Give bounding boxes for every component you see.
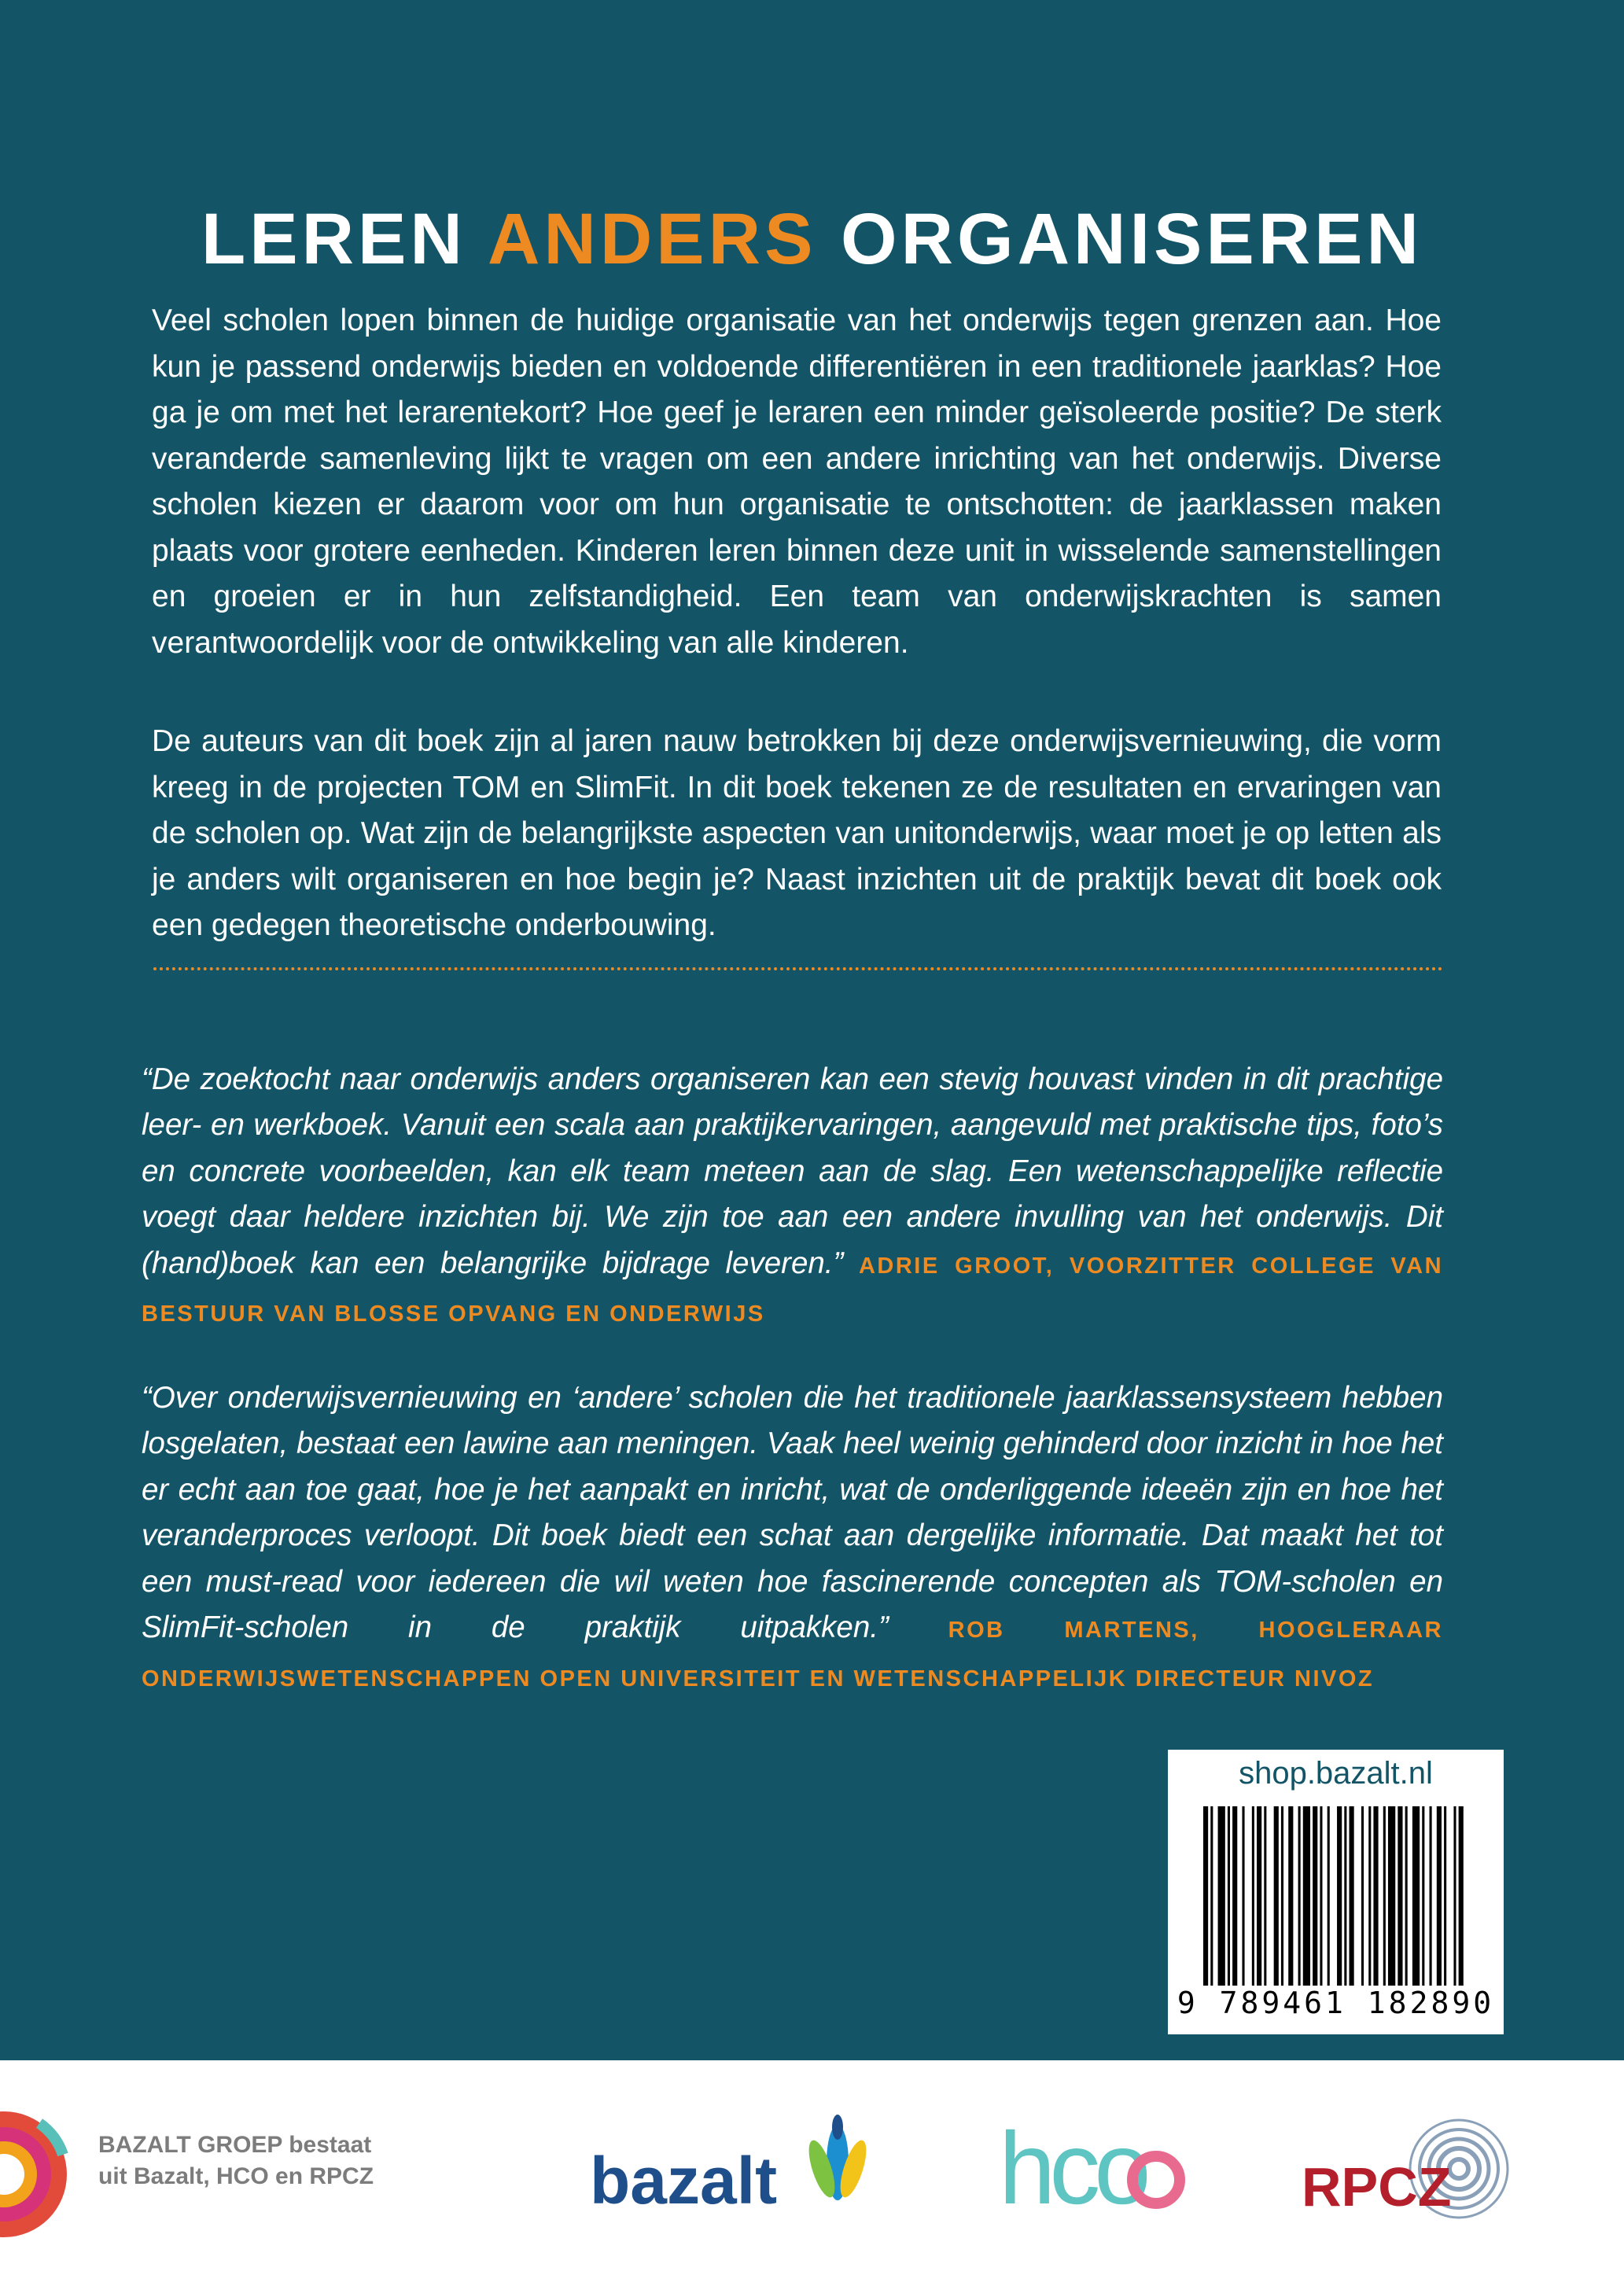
groep-text-line-2: uit Bazalt, HCO en RPCZ bbox=[98, 2163, 374, 2189]
bazalt-groep-description bbox=[98, 2130, 429, 2192]
bazalt-flame-icon bbox=[804, 2115, 871, 2200]
quote-attribution: ADRIE GROOT, VOORZITTER COLLEGE VAN BESTUUR VAN BLOSSE OPVANG EN ONDERWIJS bbox=[142, 1253, 1444, 1327]
title-part-organiseren: ORGANISEREN bbox=[816, 198, 1423, 279]
quote-text: “De zoektocht naar onderwijs anders organiseren kan een stevig houvast vinden in dit prachtige leer- en werkboek. Vanuit een scala aan praktijkervaringen, aangevuld met praktische tips, foto’s en concrete voorbeelden, kan elk team meteen aan de slag. Een wetenschappelijke reflectie voegt daar heldere inzichten bij. We zijn toe aan een andere invulling van het onderwijs. Dit (hand)boek kan een belangrijke bijdrage leveren.” bbox=[142, 1062, 1443, 1280]
dotted-divider bbox=[153, 967, 1443, 970]
bazalt-logo bbox=[582, 2107, 881, 2233]
endorsement-quote-2 bbox=[142, 1375, 1443, 1703]
bazalt-groep-logo-icon bbox=[0, 2107, 79, 2241]
isbn-number: 9 789461 182890 bbox=[1177, 1986, 1495, 2020]
quote-text: “Over onderwijsvernieuwing en ‘andere’ scholen die het traditionele jaarklassensysteem hebben losgelaten, bestaat een lawine aan meningen. Vaak heel weinig gehinderd door inzicht in hoe het er echt aan toe gaat, hoe je het aanpakt en inricht, wat de onderliggende ideeën zijn en hoe het veranderproces verloopt. Dit boek biedt een schat aan dergelijke informatie. Dat maakt het tot een must-read voor iedereen die wil weten hoe fascinerende concepten als TOM-scholen en SlimFit-scholen in de praktijk uitpakken.” bbox=[142, 1380, 1443, 1644]
hco-logo bbox=[995, 2115, 1199, 2225]
groep-text-line-1: BAZALT GROEP bestaat bbox=[98, 2132, 372, 2158]
title-part-anders: ANDERS bbox=[487, 198, 817, 279]
rpcz-logo bbox=[1294, 2107, 1514, 2233]
endorsement-quote-1 bbox=[142, 1057, 1443, 1338]
book-title bbox=[0, 198, 1624, 281]
shop-url: shop.bazalt.nl bbox=[1239, 1756, 1433, 1791]
barcode-icon bbox=[1203, 1806, 1468, 1986]
blurb-paragraph-1: Veel scholen lopen binnen de huidige organisatie van het onderwijs tegen grenzen aan. Hoe kun je passend onderwijs bieden en voldoende differentiëren in een traditionele jaarklas? Hoe ga je om met het lerarentekort? Hoe geef je leraren een minder geïsoleerde positie? De sterk veranderde samenleving lijkt te vragen om een andere inrichting van het onderwijs. Diverse scholen kiezen er daarom voor om hun organisatie te ontschotten: de jaarklassen maken plaats voor grotere eenheden. Kinderen leren binnen deze unit in wisselende samenstellingen en groeien er in hun zelfstandigheid. Een team van onderwijskrachten is samen verantwoordelijk voor de ontwikkeling van alle kinderen. bbox=[152, 304, 1442, 660]
title-part-leren: LEREN bbox=[201, 198, 488, 279]
bazalt-logo-text: bazalt bbox=[590, 2144, 778, 2218]
barcode-panel bbox=[1168, 1750, 1504, 2034]
hco-logo-text: hco bbox=[999, 2115, 1145, 2225]
quote-attribution: ROB MARTENS, HOOGLERAAR ONDERWIJSWETENSCHAPPEN OPEN UNIVERSITEIT EN WETENSCHAPPELIJK DIRECTEUR NIVOZ bbox=[142, 1618, 1443, 1691]
blurb-paragraph-2: De auteurs van dit boek zijn al jaren nauw betrokken bij deze onderwijsvernieuwing, die vorm kreeg in de projecten TOM en SlimFit. In dit boek tekenen ze de resultaten en ervaringen van de scholen op. Wat zijn de belangrijkste aspecten van unitonderwijs, waar moet je op letten als je anders wilt organiseren en hoe begin je? Naast inzichten uit de praktijk bevat dit boek ook een gedegen theoretische onderbouwing. bbox=[152, 724, 1442, 942]
rpcz-logo-text: RPCZ bbox=[1302, 2156, 1452, 2218]
